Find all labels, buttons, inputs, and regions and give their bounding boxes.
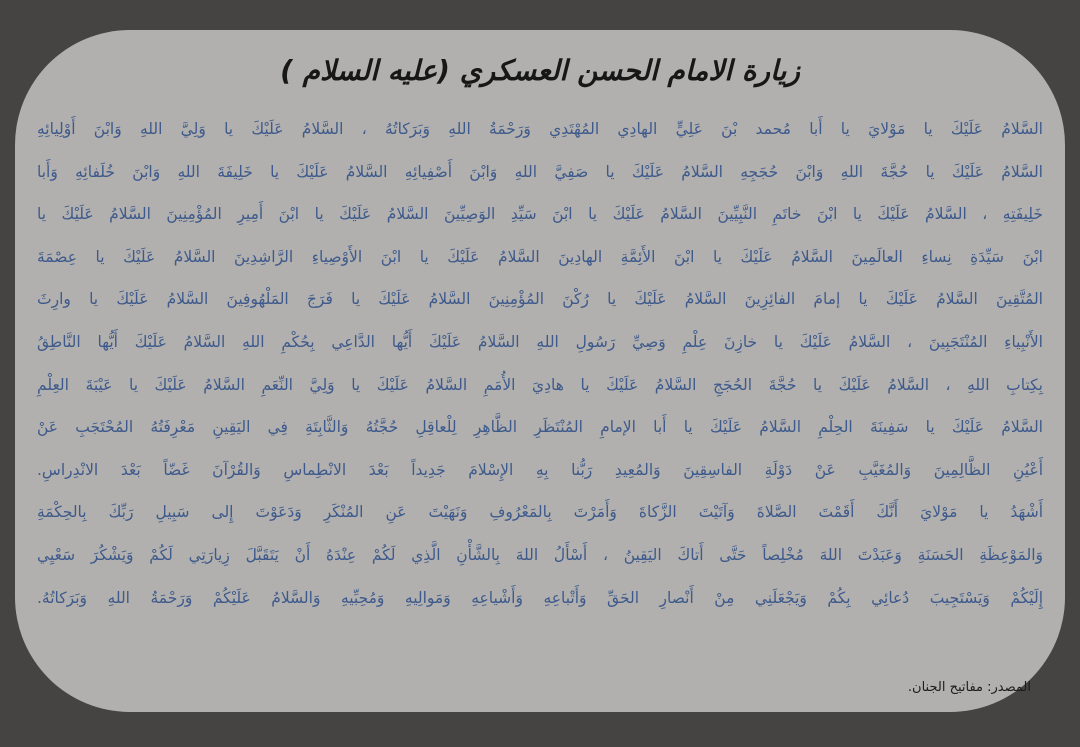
text-line: أَعْيُنِ الظَّالِمِينَ وَالمُغَيَّبِ عَنْ دَوْلَةِ الفاسِقِينَ وَالمُعِيدِ رَبُّنا بِهِ الإِسْلامَ جَدِيداً بَعْدَ الانْطِماسِ وَالقُرْآنَ غَضّاً بَعْدَ الانْدِراسِ. xyxy=(37,460,1043,479)
text-line: وَالمَوْعِظَةِ الحَسَنَةِ وَعَبَدْتَ اللهَ مُخْلِصاً حَتَّى أَتاكَ اليَقِينُ ، أَسْأَلُ اللهَ بِالشَّأْنِ الَّذِي لَكُمْ عِنْدَهُ أَنْ يَتَقَبَّلَ زِيارَتِي لَكُمْ وَيَشْكُرَ سَعْيِي xyxy=(37,545,1043,564)
page-title: زيارة الامام الحسن العسكري (عليه السلام ) xyxy=(280,54,800,87)
source-note: المصدر: مفاتيح الجنان. xyxy=(907,680,1031,695)
text-line: الأَنْبِياءِ المُنْتَجَبِينَ ، السَّلامُ عَلَيْكَ يا خازِنَ عِلْمِ وَصِيِّ رَسُولِ اللهِ السَّلامُ عَلَيْكَ أَيُّها الدَّاعِي بِحُكْمِ اللهِ السَّلامُ عَلَيْكَ أَيُّها النَّاطِقُ xyxy=(37,332,1043,351)
text-line: خَلِيفَتِهِ ، السَّلامُ عَلَيْكَ يا ابْنَ خاتَمِ النَّبِيِّينَ السَّلامُ عَلَيْكَ يا ابْنَ سَيِّدِ الوَصِيِّينَ السَّلامُ عَلَيْكَ يا ابْنَ أَمِيرِ المُؤْمِنِينَ السَّلامُ عَلَيْكَ يا xyxy=(37,205,1043,224)
text-line: بِكِتابِ اللهِ ، السَّلامُ عَلَيْكَ يا حُجَّةَ الحُجَجِ السَّلامُ عَلَيْكَ يا هادِيَ الأُمَمِ السَّلامُ عَلَيْكَ يا وَلِيَّ النِّعَمِ السَّلامُ عَلَيْكَ يا عَيْبَةَ العِلْمِ xyxy=(37,375,1043,394)
text-line: السَّلامُ عَلَيْكَ يا حُجَّةَ اللهِ وَابْنَ حُجَجِهِ السَّلامُ عَلَيْكَ يا صَفِيَّ اللهِ وَابْنَ أَصْفِيائِهِ السَّلامُ عَلَيْكَ يا خَلِيفَةَ اللهِ وَابْنَ خُلَفائِهِ وَأَبا xyxy=(37,162,1043,181)
text-line: السَّلامُ عَلَيْكَ يا مَوْلايَ يا أَبا مُحمد بْنَ عَلِيٍّ الهادِي المُهْتَدِي وَرَحْمَةُ اللهِ وَبَرَكاتُهُ ، السَّلامُ عَلَيْكَ يا وَلِيَّ اللهِ وَابْنَ أَوْلِيائِهِ xyxy=(37,120,1043,138)
text-line: المُتَّقِينَ السَّلامُ عَلَيْكَ يا إمامَ الفائِزِينَ السَّلامُ عَلَيْكَ يا رُكْنَ المُؤْمِنِينَ السَّلامُ عَلَيْكَ يا فَرَجَ المَلْهُوفِينَ السَّلامُ عَلَيْكَ يا وارِثَ xyxy=(37,290,1043,309)
text-line: ابْنَ سَيِّدَةِ نِساءِ العالَمِينَ السَّلامُ عَلَيْكَ يا ابْنَ الأَئِمَّةِ الهادِينَ السَّلامُ عَلَيْكَ يا ابْنَ الأَوْصِياءِ الرَّاشِدِينَ السَّلامُ عَلَيْكَ يا عِصْمَةَ xyxy=(37,247,1043,266)
ziyarah-text-block xyxy=(37,108,1043,619)
text-line: أَشْهَدُ يا مَوْلايَ أَنَّكَ أَقَمْتَ الصَّلاةَ وَآتَيْتَ الزَّكاةَ وَأَمَرْتَ بِالمَعْرُوفِ وَنَهَيْتَ عَنِ المُنْكَرِ وَدَعَوْتَ إِلى سَبِيلِ رَبِّكَ بِالحِكْمَةِ xyxy=(37,503,1043,522)
text-line: السَّلامُ عَلَيْكَ يا سَفِينَةَ الحِلْمِ السَّلامُ عَلَيْكَ يا أَبا الإمامِ المُنْتَظَرِ الظَّاهِرِ لِلْعاقِلِ حُجَّتُهُ وَالثَّابِتَةِ فِي اليَقِينِ مَعْرِفَتُهُ المُحْتَجَبِ عَنْ xyxy=(37,418,1043,437)
ziyarah-card xyxy=(15,30,1065,712)
text-line: إِلَيْكُمْ وَيَسْتَجِيبَ دُعائِي بِكُمْ وَيَجْعَلَنِي مِنْ أَنْصارِ الحَقِّ وَأَتْباعِهِ وَأَشْياعِهِ وَمَوالِيهِ وَمُحِبِّيهِ وَالسَّلامُ عَلَيْكُمْ وَرَحْمَةُ اللهِ وَبَرَكاتُهُ. xyxy=(37,588,1043,607)
